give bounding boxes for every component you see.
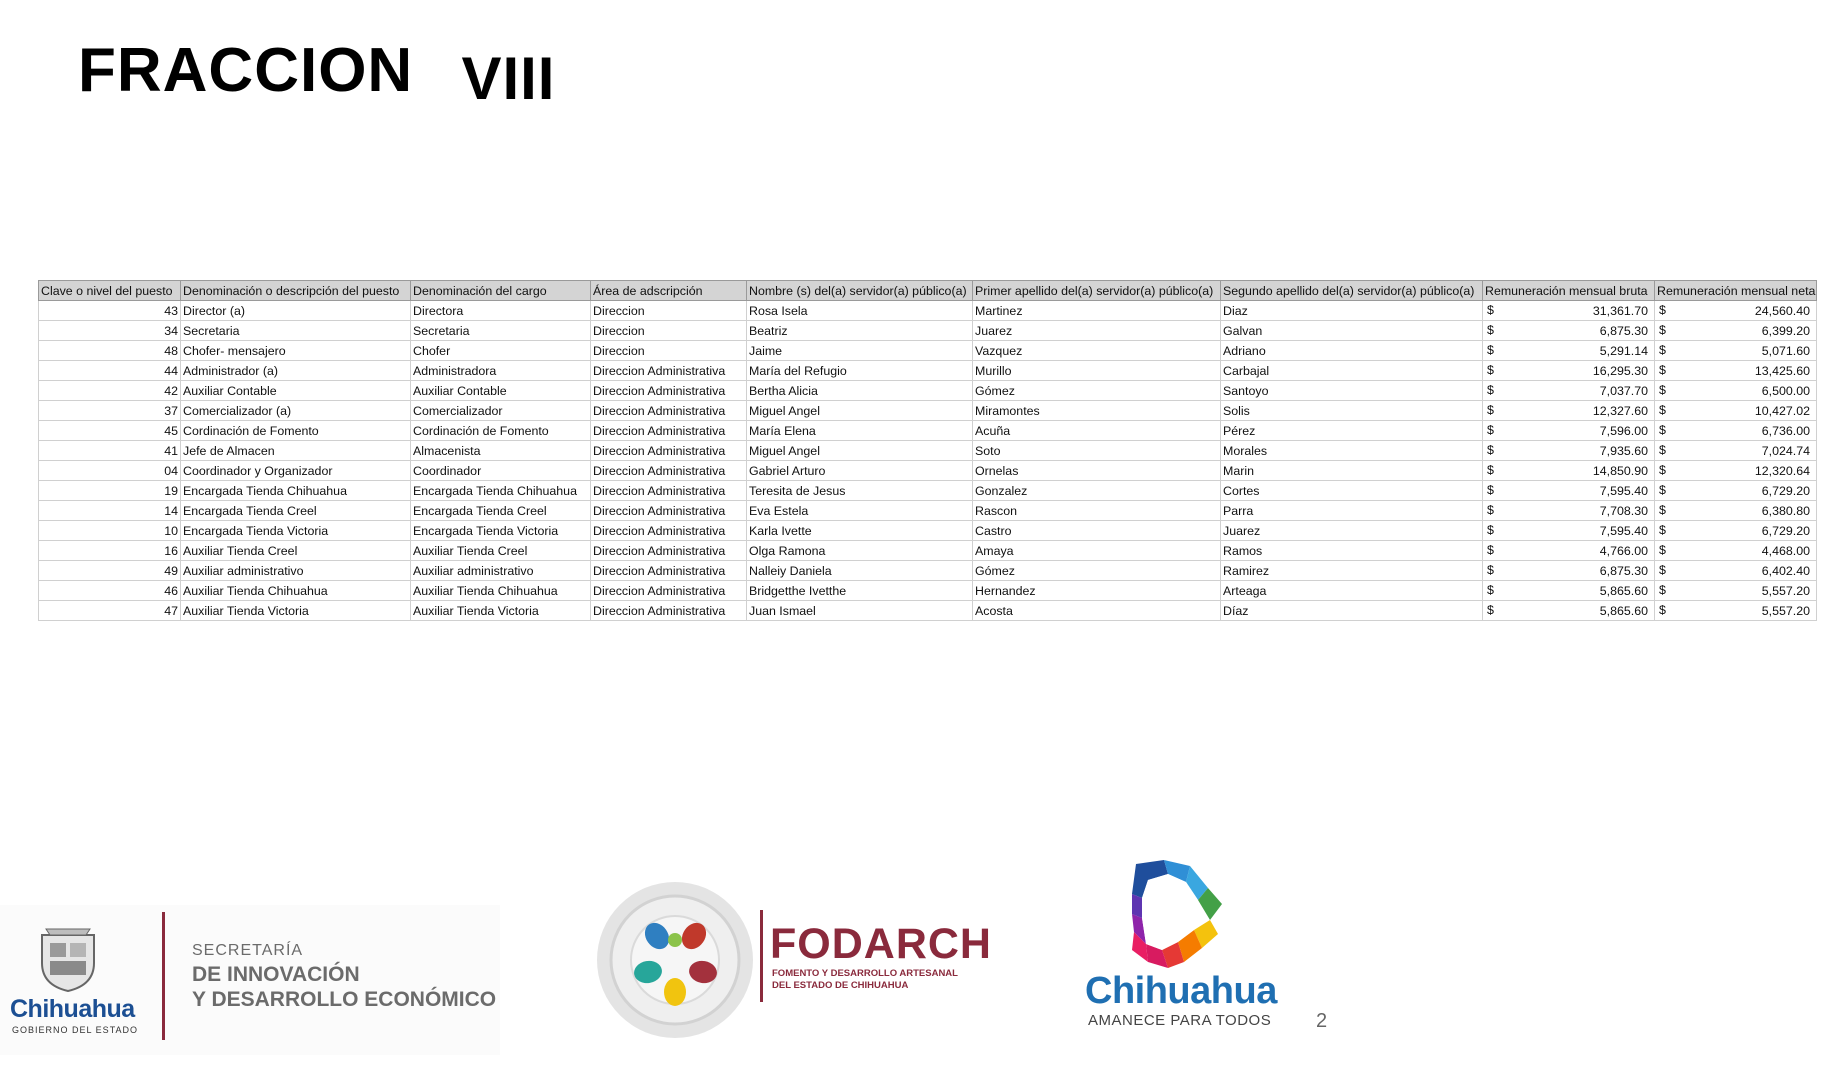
currency-symbol: $ — [1659, 323, 1666, 337]
cell-neta — [1655, 321, 1817, 341]
table-header-row — [39, 281, 1817, 301]
cell-bruta — [1483, 441, 1655, 461]
cell-clave: 47 — [39, 601, 181, 621]
secretaria-line1: SECRETARÍA — [192, 942, 304, 959]
currency-symbol: $ — [1487, 563, 1494, 577]
cell-cargo: Encargada Tienda Creel — [411, 501, 591, 521]
cell-clave: 48 — [39, 341, 181, 361]
fodarch-subtitle-1: FOMENTO Y DESARROLLO ARTESANAL — [772, 968, 958, 979]
secretaria-line3: Y DESARROLLO ECONÓMICO — [192, 988, 497, 1011]
amount-value: 7,595.40 — [1599, 523, 1648, 538]
cell-neta — [1655, 301, 1817, 321]
salary-table — [38, 280, 1817, 621]
amount-value: 12,327.60 — [1592, 403, 1648, 418]
cell-primer-apellido: Gómez — [973, 561, 1221, 581]
cell-puesto: Chofer- mensajero — [181, 341, 411, 361]
cell-primer-apellido: Ornelas — [973, 461, 1221, 481]
cell-primer-apellido: Gonzalez — [973, 481, 1221, 501]
cell-segundo-apellido: Arteaga — [1221, 581, 1483, 601]
currency-symbol: $ — [1659, 343, 1666, 357]
currency-symbol: $ — [1487, 583, 1494, 597]
table-row — [39, 501, 1817, 521]
cell-primer-apellido: Acuña — [973, 421, 1221, 441]
cell-clave: 19 — [39, 481, 181, 501]
cell-nombre: Miguel Angel — [747, 441, 973, 461]
amount-value: 14,850.90 — [1592, 463, 1648, 478]
cell-cargo: Auxiliar Tienda Creel — [411, 541, 591, 561]
chihuahua-wordmark: Chihuahua — [1085, 970, 1277, 1012]
cell-primer-apellido: Gómez — [973, 381, 1221, 401]
cell-area: Direccion Administrativa — [591, 501, 747, 521]
cell-puesto: Administrador (a) — [181, 361, 411, 381]
cell-primer-apellido: Acosta — [973, 601, 1221, 621]
header-nombre: Nombre (s) del(a) servidor(a) público(a) — [747, 281, 973, 301]
amount-value: 6,402.40 — [1761, 563, 1810, 578]
cell-area: Direccion Administrativa — [591, 381, 747, 401]
cell-area: Direccion Administrativa — [591, 521, 747, 541]
header-area: Área de adscripción — [591, 281, 747, 301]
cell-clave: 45 — [39, 421, 181, 441]
cell-cargo: Coordinador — [411, 461, 591, 481]
cell-segundo-apellido: Juarez — [1221, 521, 1483, 541]
header-clave: Clave o nivel del puesto — [39, 281, 181, 301]
currency-symbol: $ — [1659, 523, 1666, 537]
page-number: 2 — [1316, 1010, 1328, 1032]
cell-cargo: Auxiliar administrativo — [411, 561, 591, 581]
cell-bruta — [1483, 541, 1655, 561]
cell-bruta — [1483, 461, 1655, 481]
header-segundo-apellido: Segundo apellido del(a) servidor(a) público(a) — [1221, 281, 1483, 301]
cell-clave: 34 — [39, 321, 181, 341]
currency-symbol: $ — [1659, 363, 1666, 377]
cell-area: Direccion Administrativa — [591, 441, 747, 461]
header-neta: Remuneración mensual neta — [1655, 281, 1817, 301]
cell-puesto: Auxiliar Contable — [181, 381, 411, 401]
currency-symbol: $ — [1659, 463, 1666, 477]
cell-area: Direccion Administrativa — [591, 601, 747, 621]
cell-nombre: Rosa Isela — [747, 301, 973, 321]
cell-bruta — [1483, 381, 1655, 401]
cell-area: Direccion — [591, 301, 747, 321]
currency-symbol: $ — [1659, 483, 1666, 497]
currency-symbol: $ — [1487, 403, 1494, 417]
cell-neta — [1655, 561, 1817, 581]
cell-puesto: Auxiliar administrativo — [181, 561, 411, 581]
fodarch-divider — [760, 910, 763, 1002]
currency-symbol: $ — [1487, 323, 1494, 337]
cell-nombre: Teresita de Jesus — [747, 481, 973, 501]
cell-puesto: Jefe de Almacen — [181, 441, 411, 461]
cell-area: Direccion Administrativa — [591, 561, 747, 581]
table-row — [39, 581, 1817, 601]
cell-cargo: Directora — [411, 301, 591, 321]
cell-bruta — [1483, 341, 1655, 361]
cell-puesto: Encargada Tienda Chihuahua — [181, 481, 411, 501]
cell-cargo: Auxiliar Tienda Chihuahua — [411, 581, 591, 601]
cell-primer-apellido: Hernandez — [973, 581, 1221, 601]
currency-symbol: $ — [1487, 343, 1494, 357]
currency-symbol: $ — [1659, 503, 1666, 517]
table-row — [39, 541, 1817, 561]
currency-symbol: $ — [1659, 403, 1666, 417]
cell-cargo: Cordinación de Fomento — [411, 421, 591, 441]
currency-symbol: $ — [1487, 443, 1494, 457]
amount-value: 6,380.80 — [1761, 503, 1810, 518]
cell-neta — [1655, 581, 1817, 601]
cell-cargo: Secretaria — [411, 321, 591, 341]
amount-value: 5,071.60 — [1761, 343, 1810, 358]
cell-neta — [1655, 381, 1817, 401]
cell-clave: 46 — [39, 581, 181, 601]
cell-neta — [1655, 401, 1817, 421]
cell-area: Direccion Administrativa — [591, 481, 747, 501]
cell-neta — [1655, 481, 1817, 501]
cell-area: Direccion Administrativa — [591, 581, 747, 601]
cell-bruta — [1483, 501, 1655, 521]
header-cargo: Denominación del cargo — [411, 281, 591, 301]
cell-cargo: Encargada Tienda Victoria — [411, 521, 591, 541]
cell-nombre: María Elena — [747, 421, 973, 441]
cell-clave: 41 — [39, 441, 181, 461]
currency-symbol: $ — [1487, 463, 1494, 477]
cell-primer-apellido: Rascon — [973, 501, 1221, 521]
cell-bruta — [1483, 561, 1655, 581]
cell-neta — [1655, 461, 1817, 481]
cell-puesto: Secretaria — [181, 321, 411, 341]
cell-primer-apellido: Juarez — [973, 321, 1221, 341]
cell-nombre: María del Refugio — [747, 361, 973, 381]
cell-bruta — [1483, 401, 1655, 421]
cell-clave: 16 — [39, 541, 181, 561]
cell-nombre: Gabriel Arturo — [747, 461, 973, 481]
cell-primer-apellido: Amaya — [973, 541, 1221, 561]
amount-value: 12,320.64 — [1754, 463, 1810, 478]
table-row — [39, 301, 1817, 321]
cell-area: Direccion Administrativa — [591, 361, 747, 381]
currency-symbol: $ — [1487, 543, 1494, 557]
amount-value: 7,935.60 — [1599, 443, 1648, 458]
cell-nombre: Karla Ivette — [747, 521, 973, 541]
amount-value: 7,037.70 — [1599, 383, 1648, 398]
amount-value: 4,468.00 — [1761, 543, 1810, 558]
cell-area: Direccion Administrativa — [591, 401, 747, 421]
cell-area: Direccion — [591, 341, 747, 361]
table-row — [39, 521, 1817, 541]
divider-line — [162, 912, 165, 1040]
cell-segundo-apellido: Díaz — [1221, 601, 1483, 621]
amount-value: 5,865.60 — [1599, 583, 1648, 598]
cell-segundo-apellido: Carbajal — [1221, 361, 1483, 381]
cell-segundo-apellido: Pérez — [1221, 421, 1483, 441]
cell-primer-apellido: Miramontes — [973, 401, 1221, 421]
table-row — [39, 421, 1817, 441]
cell-segundo-apellido: Parra — [1221, 501, 1483, 521]
cell-bruta — [1483, 601, 1655, 621]
cell-nombre: Nalleiy Daniela — [747, 561, 973, 581]
table-row — [39, 361, 1817, 381]
cell-nombre: Juan Ismael — [747, 601, 973, 621]
cell-nombre: Olga Ramona — [747, 541, 973, 561]
cell-nombre: Bertha Alicia — [747, 381, 973, 401]
cell-bruta — [1483, 581, 1655, 601]
header-bruta: Remuneración mensual bruta — [1483, 281, 1655, 301]
amount-value: 5,557.20 — [1761, 583, 1810, 598]
cell-segundo-apellido: Galvan — [1221, 321, 1483, 341]
cell-primer-apellido: Murillo — [973, 361, 1221, 381]
cell-segundo-apellido: Diaz — [1221, 301, 1483, 321]
cell-puesto: Director (a) — [181, 301, 411, 321]
cell-nombre: Beatriz — [747, 321, 973, 341]
table-row — [39, 381, 1817, 401]
amount-value: 5,865.60 — [1599, 603, 1648, 618]
amount-value: 6,875.30 — [1599, 323, 1648, 338]
table-row — [39, 321, 1817, 341]
cell-segundo-apellido: Adriano — [1221, 341, 1483, 361]
cell-segundo-apellido: Cortes — [1221, 481, 1483, 501]
header-puesto: Denominación o descripción del puesto — [181, 281, 411, 301]
amount-value: 4,766.00 — [1599, 543, 1648, 558]
cell-clave: 10 — [39, 521, 181, 541]
cell-nombre: Eva Estela — [747, 501, 973, 521]
amount-value: 5,557.20 — [1761, 603, 1810, 618]
cell-bruta — [1483, 321, 1655, 341]
cell-puesto: Encargada Tienda Creel — [181, 501, 411, 521]
cell-clave: 44 — [39, 361, 181, 381]
currency-symbol: $ — [1487, 503, 1494, 517]
currency-symbol: $ — [1659, 543, 1666, 557]
state-crest-icon — [36, 925, 100, 998]
amount-value: 6,729.20 — [1761, 483, 1810, 498]
cell-segundo-apellido: Solis — [1221, 401, 1483, 421]
cell-cargo: Encargada Tienda Chihuahua — [411, 481, 591, 501]
currency-symbol: $ — [1487, 603, 1494, 617]
cell-cargo: Auxiliar Tienda Victoria — [411, 601, 591, 621]
cell-neta — [1655, 421, 1817, 441]
cell-neta — [1655, 601, 1817, 621]
amount-value: 31,361.70 — [1592, 303, 1648, 318]
cell-cargo: Auxiliar Contable — [411, 381, 591, 401]
cell-area: Direccion Administrativa — [591, 421, 747, 441]
cell-bruta — [1483, 421, 1655, 441]
currency-symbol: $ — [1487, 423, 1494, 437]
chihuahua-map-icon — [1128, 858, 1228, 975]
amount-value: 24,560.40 — [1754, 303, 1810, 318]
currency-symbol: $ — [1487, 363, 1494, 377]
table-row — [39, 341, 1817, 361]
table-row — [39, 561, 1817, 581]
amount-value: 6,399.20 — [1761, 323, 1810, 338]
cell-segundo-apellido: Santoyo — [1221, 381, 1483, 401]
cell-nombre: Miguel Angel — [747, 401, 973, 421]
cell-neta — [1655, 521, 1817, 541]
table-row — [39, 601, 1817, 621]
table-row — [39, 481, 1817, 501]
gobierno-label: GOBIERNO DEL ESTADO — [12, 1025, 139, 1035]
cell-bruta — [1483, 521, 1655, 541]
currency-symbol: $ — [1659, 383, 1666, 397]
header-primer-apellido: Primer apellido del(a) servidor(a) público(a) — [973, 281, 1221, 301]
cell-bruta — [1483, 361, 1655, 381]
chihuahua-slogan: AMANECE PARA TODOS — [1088, 1012, 1272, 1029]
currency-symbol: $ — [1487, 303, 1494, 317]
fodarch-name: FODARCH — [770, 920, 992, 968]
table-row — [39, 401, 1817, 421]
currency-symbol: $ — [1659, 303, 1666, 317]
cell-clave: 37 — [39, 401, 181, 421]
cell-area: Direccion — [591, 321, 747, 341]
cell-puesto: Comercializador (a) — [181, 401, 411, 421]
currency-symbol: $ — [1487, 383, 1494, 397]
cell-puesto: Encargada Tienda Victoria — [181, 521, 411, 541]
cell-segundo-apellido: Ramos — [1221, 541, 1483, 561]
currency-symbol: $ — [1659, 603, 1666, 617]
cell-segundo-apellido: Ramirez — [1221, 561, 1483, 581]
cell-neta — [1655, 361, 1817, 381]
chihuahua-brand: Chihuahua — [10, 995, 135, 1023]
cell-puesto: Auxiliar Tienda Victoria — [181, 601, 411, 621]
cell-puesto: Auxiliar Tienda Chihuahua — [181, 581, 411, 601]
cell-primer-apellido: Martinez — [973, 301, 1221, 321]
fodarch-emblem-icon — [595, 880, 755, 1045]
title-roman: VIII — [461, 45, 556, 112]
cell-area: Direccion Administrativa — [591, 461, 747, 481]
amount-value: 16,295.30 — [1592, 363, 1648, 378]
currency-symbol: $ — [1659, 423, 1666, 437]
cell-cargo: Comercializador — [411, 401, 591, 421]
cell-neta — [1655, 341, 1817, 361]
cell-puesto: Cordinación de Fomento — [181, 421, 411, 441]
amount-value: 5,291.14 — [1599, 343, 1648, 358]
table-row — [39, 461, 1817, 481]
cell-neta — [1655, 441, 1817, 461]
amount-value: 7,596.00 — [1599, 423, 1648, 438]
amount-value: 10,427.02 — [1754, 403, 1810, 418]
cell-cargo: Administradora — [411, 361, 591, 381]
cell-clave: 43 — [39, 301, 181, 321]
slide-title — [78, 36, 556, 112]
amount-value: 7,024.74 — [1761, 443, 1810, 458]
currency-symbol: $ — [1659, 563, 1666, 577]
cell-clave: 49 — [39, 561, 181, 581]
amount-value: 6,500.00 — [1761, 383, 1810, 398]
cell-nombre: Bridgetthe Ivetthe — [747, 581, 973, 601]
amount-value: 6,736.00 — [1761, 423, 1810, 438]
cell-clave: 14 — [39, 501, 181, 521]
currency-symbol: $ — [1659, 583, 1666, 597]
amount-value: 6,729.20 — [1761, 523, 1810, 538]
fodarch-subtitle-2: DEL ESTADO DE CHIHUAHUA — [772, 980, 909, 991]
cell-bruta — [1483, 301, 1655, 321]
cell-bruta — [1483, 481, 1655, 501]
cell-clave: 04 — [39, 461, 181, 481]
amount-value: 7,708.30 — [1599, 503, 1648, 518]
cell-area: Direccion Administrativa — [591, 541, 747, 561]
cell-clave: 42 — [39, 381, 181, 401]
currency-symbol: $ — [1659, 443, 1666, 457]
cell-cargo: Almacenista — [411, 441, 591, 461]
cell-nombre: Jaime — [747, 341, 973, 361]
cell-primer-apellido: Soto — [973, 441, 1221, 461]
currency-symbol: $ — [1487, 483, 1494, 497]
cell-primer-apellido: Castro — [973, 521, 1221, 541]
secretaria-line2: DE INNOVACIÓN — [192, 963, 360, 986]
currency-symbol: $ — [1487, 523, 1494, 537]
amount-value: 7,595.40 — [1599, 483, 1648, 498]
cell-puesto: Coordinador y Organizador — [181, 461, 411, 481]
amount-value: 6,875.30 — [1599, 563, 1648, 578]
cell-segundo-apellido: Marin — [1221, 461, 1483, 481]
table-row — [39, 441, 1817, 461]
cell-puesto: Auxiliar Tienda Creel — [181, 541, 411, 561]
cell-neta — [1655, 541, 1817, 561]
cell-cargo: Chofer — [411, 341, 591, 361]
cell-primer-apellido: Vazquez — [973, 341, 1221, 361]
amount-value: 13,425.60 — [1754, 363, 1810, 378]
title-main: FRACCION — [78, 36, 414, 105]
cell-segundo-apellido: Morales — [1221, 441, 1483, 461]
cell-neta — [1655, 501, 1817, 521]
